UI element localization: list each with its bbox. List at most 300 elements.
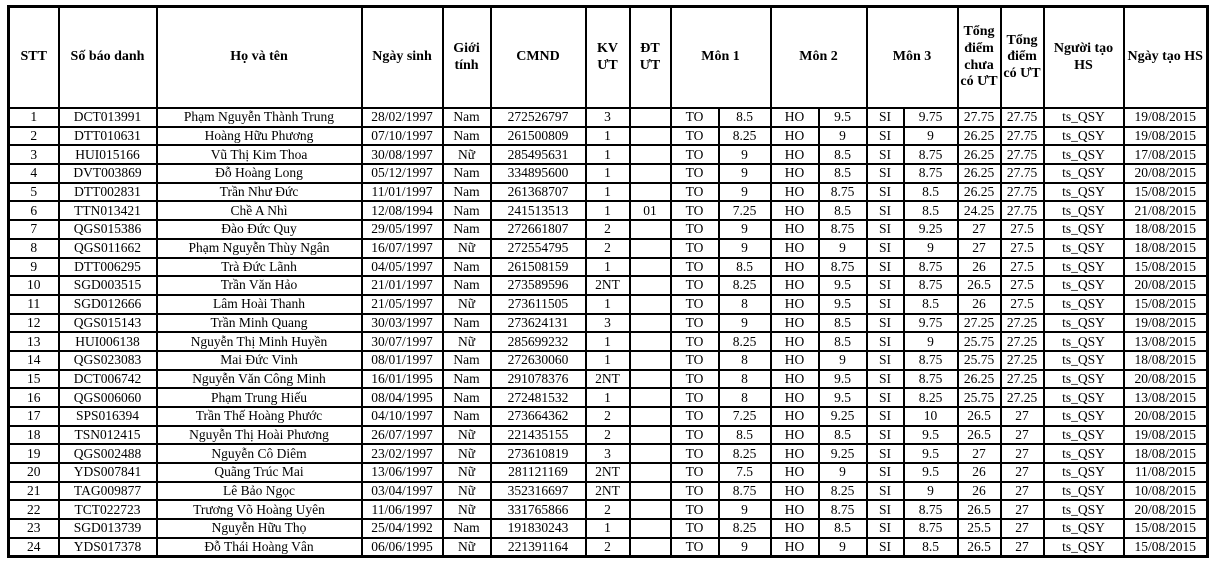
cell-stt: 4 <box>9 164 59 183</box>
cell-mon3-diem: 8.75 <box>904 276 958 295</box>
cell-mon1-diem: 8 <box>719 351 771 370</box>
cell-mon2-diem: 9.5 <box>819 388 867 407</box>
table-row <box>9 463 1208 482</box>
cell-kv-ut: 3 <box>586 444 630 463</box>
cell-gioi-tinh: Nam <box>443 127 491 146</box>
cell-so-bao-danh: DVT003869 <box>59 164 157 183</box>
cell-ngay-tao-hs: 15/08/2015 <box>1124 183 1208 202</box>
cell-mon1-ma: TO <box>671 258 719 277</box>
cell-ho-va-ten: Nguyễn Hữu Thọ <box>157 519 362 538</box>
col-header-dt-ut: ĐT ƯT <box>630 7 671 109</box>
cell-ho-va-ten: Trà Đức Lãnh <box>157 258 362 277</box>
cell-ngay-sinh: 16/07/1997 <box>362 239 443 258</box>
cell-mon2-diem: 9.5 <box>819 276 867 295</box>
cell-tong-diem-chua-ut: 24.25 <box>958 201 1001 220</box>
cell-stt: 22 <box>9 500 59 519</box>
cell-kv-ut: 2 <box>586 500 630 519</box>
cell-mon2-ma: HO <box>771 388 819 407</box>
cell-ho-va-ten: Phạm Trung Hiếu <box>157 388 362 407</box>
cell-cmnd: 291078376 <box>491 370 586 389</box>
cell-tong-diem-co-ut: 27 <box>1001 463 1044 482</box>
cell-nguoi-tao-hs: ts_QSY <box>1044 295 1124 314</box>
cell-mon2-diem: 9 <box>819 538 867 557</box>
cell-kv-ut: 2NT <box>586 276 630 295</box>
cell-dt-ut <box>630 519 671 538</box>
col-header-tong-diem-chua-ut: Tổng điểm chưa có ƯT <box>958 7 1001 109</box>
cell-mon3-diem: 9 <box>904 482 958 501</box>
col-header-ngay-sinh: Ngày sinh <box>362 7 443 109</box>
cell-mon3-ma: SI <box>867 370 904 389</box>
cell-mon2-ma: HO <box>771 407 819 426</box>
table-row <box>9 444 1208 463</box>
cell-gioi-tinh: Nam <box>443 351 491 370</box>
cell-mon3-ma: SI <box>867 314 904 333</box>
cell-so-bao-danh: TAG009877 <box>59 482 157 501</box>
cell-nguoi-tao-hs: ts_QSY <box>1044 351 1124 370</box>
cell-mon2-ma: HO <box>771 239 819 258</box>
cell-kv-ut: 2NT <box>586 482 630 501</box>
cell-tong-diem-chua-ut: 26 <box>958 295 1001 314</box>
cell-mon1-diem: 8.25 <box>719 332 771 351</box>
cell-nguoi-tao-hs: ts_QSY <box>1044 239 1124 258</box>
cell-mon1-diem: 9 <box>719 220 771 239</box>
cell-mon2-diem: 8.75 <box>819 220 867 239</box>
cell-stt: 20 <box>9 463 59 482</box>
cell-tong-diem-co-ut: 27.5 <box>1001 239 1044 258</box>
cell-so-bao-danh: SGD012666 <box>59 295 157 314</box>
col-header-so-bao-danh: Số báo danh <box>59 7 157 109</box>
cell-mon1-ma: TO <box>671 108 719 127</box>
cell-tong-diem-chua-ut: 26.5 <box>958 407 1001 426</box>
cell-tong-diem-co-ut: 27.75 <box>1001 201 1044 220</box>
cell-so-bao-danh: SPS016394 <box>59 407 157 426</box>
cell-mon2-diem: 9 <box>819 351 867 370</box>
table-header <box>9 7 1208 109</box>
cell-mon2-diem: 8.25 <box>819 482 867 501</box>
cell-mon3-diem: 8.75 <box>904 519 958 538</box>
cell-tong-diem-chua-ut: 26 <box>958 482 1001 501</box>
cell-ngay-sinh: 21/01/1997 <box>362 276 443 295</box>
cell-ngay-sinh: 25/04/1992 <box>362 519 443 538</box>
cell-ngay-sinh: 29/05/1997 <box>362 220 443 239</box>
cell-cmnd: 261508159 <box>491 258 586 277</box>
cell-nguoi-tao-hs: ts_QSY <box>1044 370 1124 389</box>
cell-mon1-ma: TO <box>671 463 719 482</box>
cell-so-bao-danh: HUI006138 <box>59 332 157 351</box>
cell-mon3-ma: SI <box>867 201 904 220</box>
cell-tong-diem-chua-ut: 25.75 <box>958 332 1001 351</box>
cell-ho-va-ten: Trương Võ Hoàng Uyên <box>157 500 362 519</box>
cell-gioi-tinh: Nam <box>443 164 491 183</box>
cell-cmnd: 273624131 <box>491 314 586 333</box>
cell-ngay-sinh: 06/06/1995 <box>362 538 443 557</box>
cell-ngay-tao-hs: 13/08/2015 <box>1124 332 1208 351</box>
table-row <box>9 370 1208 389</box>
col-header-stt: STT <box>9 7 59 109</box>
cell-ngay-tao-hs: 13/08/2015 <box>1124 388 1208 407</box>
cell-mon2-ma: HO <box>771 351 819 370</box>
cell-gioi-tinh: Nữ <box>443 239 491 258</box>
cell-ngay-sinh: 04/10/1997 <box>362 407 443 426</box>
cell-mon1-ma: TO <box>671 426 719 445</box>
cell-cmnd: 331765866 <box>491 500 586 519</box>
cell-tong-diem-chua-ut: 27 <box>958 239 1001 258</box>
cell-so-bao-danh: DTT002831 <box>59 183 157 202</box>
cell-mon2-diem: 9 <box>819 463 867 482</box>
cell-so-bao-danh: DCT006742 <box>59 370 157 389</box>
cell-nguoi-tao-hs: ts_QSY <box>1044 444 1124 463</box>
cell-dt-ut <box>630 220 671 239</box>
cell-mon2-ma: HO <box>771 164 819 183</box>
cell-dt-ut <box>630 444 671 463</box>
cell-mon3-diem: 10 <box>904 407 958 426</box>
cell-kv-ut: 2NT <box>586 370 630 389</box>
cell-kv-ut: 1 <box>586 332 630 351</box>
table-row <box>9 538 1208 557</box>
cell-mon3-diem: 9 <box>904 127 958 146</box>
cell-ngay-tao-hs: 15/08/2015 <box>1124 258 1208 277</box>
cell-ho-va-ten: Trần Thế Hoàng Phước <box>157 407 362 426</box>
cell-ho-va-ten: Đào Đức Quy <box>157 220 362 239</box>
cell-kv-ut: 1 <box>586 201 630 220</box>
cell-so-bao-danh: QGS015143 <box>59 314 157 333</box>
cell-kv-ut: 1 <box>586 127 630 146</box>
cell-mon1-ma: TO <box>671 407 719 426</box>
cell-tong-diem-chua-ut: 27.75 <box>958 108 1001 127</box>
cell-ngay-tao-hs: 20/08/2015 <box>1124 500 1208 519</box>
cell-so-bao-danh: QGS011662 <box>59 239 157 258</box>
cell-ho-va-ten: Trần Văn Hảo <box>157 276 362 295</box>
col-header-tong-diem-co-ut: Tổng điểm có ƯT <box>1001 7 1044 109</box>
cell-ngay-tao-hs: 15/08/2015 <box>1124 519 1208 538</box>
cell-dt-ut <box>630 482 671 501</box>
cell-dt-ut <box>630 276 671 295</box>
col-header-ngay-tao-hs: Ngày tạo HS <box>1124 7 1208 109</box>
cell-mon2-diem: 9 <box>819 239 867 258</box>
cell-mon1-ma: TO <box>671 183 719 202</box>
cell-ngay-tao-hs: 20/08/2015 <box>1124 370 1208 389</box>
cell-mon3-diem: 9.75 <box>904 314 958 333</box>
cell-mon1-ma: TO <box>671 220 719 239</box>
cell-mon2-ma: HO <box>771 426 819 445</box>
cell-dt-ut <box>630 500 671 519</box>
cell-gioi-tinh: Nam <box>443 183 491 202</box>
cell-mon1-diem: 8.25 <box>719 444 771 463</box>
cell-nguoi-tao-hs: ts_QSY <box>1044 426 1124 445</box>
cell-nguoi-tao-hs: ts_QSY <box>1044 332 1124 351</box>
cell-ngay-tao-hs: 19/08/2015 <box>1124 426 1208 445</box>
cell-ngay-sinh: 11/01/1997 <box>362 183 443 202</box>
cell-so-bao-danh: DTT010631 <box>59 127 157 146</box>
cell-ngay-sinh: 13/06/1997 <box>362 463 443 482</box>
table-row <box>9 295 1208 314</box>
cell-mon2-ma: HO <box>771 370 819 389</box>
cell-mon1-diem: 8 <box>719 295 771 314</box>
cell-mon1-ma: TO <box>671 351 719 370</box>
table-row <box>9 482 1208 501</box>
cell-tong-diem-co-ut: 27 <box>1001 407 1044 426</box>
cell-tong-diem-co-ut: 27 <box>1001 426 1044 445</box>
cell-so-bao-danh: DCT013991 <box>59 108 157 127</box>
cell-mon2-diem: 8.5 <box>819 164 867 183</box>
cell-mon3-diem: 9.5 <box>904 463 958 482</box>
table-row <box>9 351 1208 370</box>
cell-mon2-ma: HO <box>771 258 819 277</box>
cell-ngay-sinh: 26/07/1997 <box>362 426 443 445</box>
cell-cmnd: 272481532 <box>491 388 586 407</box>
cell-tong-diem-chua-ut: 27.25 <box>958 314 1001 333</box>
cell-mon3-ma: SI <box>867 332 904 351</box>
cell-mon3-ma: SI <box>867 426 904 445</box>
cell-mon1-ma: TO <box>671 164 719 183</box>
cell-nguoi-tao-hs: ts_QSY <box>1044 314 1124 333</box>
cell-cmnd: 272554795 <box>491 239 586 258</box>
cell-mon2-ma: HO <box>771 463 819 482</box>
cell-mon2-ma: HO <box>771 276 819 295</box>
cell-mon2-diem: 8.5 <box>819 314 867 333</box>
cell-ho-va-ten: Đỗ Hoàng Long <box>157 164 362 183</box>
cell-ngay-sinh: 30/07/1997 <box>362 332 443 351</box>
cell-mon1-diem: 9 <box>719 314 771 333</box>
cell-mon3-diem: 9.75 <box>904 108 958 127</box>
cell-tong-diem-chua-ut: 26.5 <box>958 500 1001 519</box>
cell-mon1-ma: TO <box>671 388 719 407</box>
cell-mon3-ma: SI <box>867 444 904 463</box>
cell-tong-diem-chua-ut: 26 <box>958 463 1001 482</box>
cell-kv-ut: 2 <box>586 220 630 239</box>
cell-so-bao-danh: QGS015386 <box>59 220 157 239</box>
cell-mon3-diem: 8.75 <box>904 370 958 389</box>
cell-cmnd: 285699232 <box>491 332 586 351</box>
col-header-kv-ut: KV ƯT <box>586 7 630 109</box>
cell-ngay-sinh: 16/01/1995 <box>362 370 443 389</box>
cell-dt-ut: 01 <box>630 201 671 220</box>
cell-mon1-ma: TO <box>671 201 719 220</box>
cell-ngay-tao-hs: 18/08/2015 <box>1124 444 1208 463</box>
cell-tong-diem-co-ut: 27.5 <box>1001 220 1044 239</box>
cell-mon2-diem: 8.5 <box>819 519 867 538</box>
cell-tong-diem-co-ut: 27 <box>1001 519 1044 538</box>
cell-ngay-tao-hs: 20/08/2015 <box>1124 164 1208 183</box>
cell-ngay-tao-hs: 18/08/2015 <box>1124 351 1208 370</box>
table-row <box>9 388 1208 407</box>
table-row <box>9 127 1208 146</box>
cell-stt: 3 <box>9 145 59 164</box>
cell-ngay-tao-hs: 15/08/2015 <box>1124 295 1208 314</box>
table-body <box>9 108 1208 557</box>
cell-mon2-ma: HO <box>771 482 819 501</box>
cell-tong-diem-chua-ut: 26.25 <box>958 183 1001 202</box>
cell-so-bao-danh: TTN013421 <box>59 201 157 220</box>
cell-kv-ut: 1 <box>586 258 630 277</box>
table-row <box>9 201 1208 220</box>
cell-ngay-tao-hs: 19/08/2015 <box>1124 108 1208 127</box>
cell-nguoi-tao-hs: ts_QSY <box>1044 407 1124 426</box>
cell-stt: 23 <box>9 519 59 538</box>
cell-so-bao-danh: TSN012415 <box>59 426 157 445</box>
cell-ngay-sinh: 30/08/1997 <box>362 145 443 164</box>
cell-mon1-ma: TO <box>671 538 719 557</box>
table-row <box>9 500 1208 519</box>
cell-mon1-diem: 8.25 <box>719 519 771 538</box>
cell-mon2-ma: HO <box>771 314 819 333</box>
cell-mon1-diem: 9 <box>719 239 771 258</box>
table-row <box>9 220 1208 239</box>
cell-mon2-diem: 8.5 <box>819 201 867 220</box>
cell-mon1-ma: TO <box>671 482 719 501</box>
cell-cmnd: 281121169 <box>491 463 586 482</box>
cell-mon2-diem: 9.25 <box>819 407 867 426</box>
cell-mon1-diem: 9 <box>719 183 771 202</box>
cell-mon1-diem: 8.5 <box>719 426 771 445</box>
cell-stt: 18 <box>9 426 59 445</box>
cell-stt: 21 <box>9 482 59 501</box>
cell-ngay-sinh: 30/03/1997 <box>362 314 443 333</box>
cell-mon2-diem: 9.25 <box>819 444 867 463</box>
cell-so-bao-danh: QGS023083 <box>59 351 157 370</box>
cell-mon3-diem: 9 <box>904 239 958 258</box>
cell-gioi-tinh: Nữ <box>443 145 491 164</box>
cell-mon1-diem: 7.25 <box>719 201 771 220</box>
col-header-ho-va-ten: Họ và tên <box>157 7 362 109</box>
cell-gioi-tinh: Nam <box>443 201 491 220</box>
table-row <box>9 426 1208 445</box>
cell-tong-diem-co-ut: 27.75 <box>1001 108 1044 127</box>
table-row <box>9 276 1208 295</box>
col-header-cmnd: CMND <box>491 7 586 109</box>
cell-tong-diem-chua-ut: 26.25 <box>958 127 1001 146</box>
cell-so-bao-danh: YDS017378 <box>59 538 157 557</box>
table-row <box>9 108 1208 127</box>
cell-mon1-diem: 8.5 <box>719 108 771 127</box>
cell-stt: 6 <box>9 201 59 220</box>
cell-stt: 19 <box>9 444 59 463</box>
cell-ngay-sinh: 28/02/1997 <box>362 108 443 127</box>
cell-ho-va-ten: Phạm Nguyễn Thành Trung <box>157 108 362 127</box>
cell-gioi-tinh: Nam <box>443 370 491 389</box>
cell-dt-ut <box>630 183 671 202</box>
cell-mon3-diem: 9.5 <box>904 426 958 445</box>
cell-ngay-sinh: 03/04/1997 <box>362 482 443 501</box>
cell-mon1-ma: TO <box>671 332 719 351</box>
cell-tong-diem-co-ut: 27 <box>1001 444 1044 463</box>
cell-nguoi-tao-hs: ts_QSY <box>1044 145 1124 164</box>
cell-ngay-tao-hs: 19/08/2015 <box>1124 314 1208 333</box>
cell-tong-diem-co-ut: 27.5 <box>1001 258 1044 277</box>
cell-stt: 5 <box>9 183 59 202</box>
cell-kv-ut: 1 <box>586 388 630 407</box>
cell-cmnd: 272661807 <box>491 220 586 239</box>
cell-nguoi-tao-hs: ts_QSY <box>1044 538 1124 557</box>
cell-ho-va-ten: Vũ Thị Kim Thoa <box>157 145 362 164</box>
cell-tong-diem-chua-ut: 25.75 <box>958 388 1001 407</box>
cell-tong-diem-co-ut: 27.25 <box>1001 332 1044 351</box>
table-row <box>9 239 1208 258</box>
cell-kv-ut: 3 <box>586 314 630 333</box>
cell-stt: 13 <box>9 332 59 351</box>
cell-nguoi-tao-hs: ts_QSY <box>1044 220 1124 239</box>
cell-mon1-diem: 9 <box>719 164 771 183</box>
cell-tong-diem-chua-ut: 25.5 <box>958 519 1001 538</box>
cell-mon2-ma: HO <box>771 295 819 314</box>
cell-kv-ut: 1 <box>586 295 630 314</box>
cell-mon1-ma: TO <box>671 276 719 295</box>
cell-mon2-ma: HO <box>771 500 819 519</box>
cell-tong-diem-co-ut: 27.75 <box>1001 164 1044 183</box>
cell-gioi-tinh: Nam <box>443 388 491 407</box>
cell-nguoi-tao-hs: ts_QSY <box>1044 482 1124 501</box>
cell-nguoi-tao-hs: ts_QSY <box>1044 108 1124 127</box>
cell-mon3-ma: SI <box>867 145 904 164</box>
cell-cmnd: 273664362 <box>491 407 586 426</box>
cell-mon3-ma: SI <box>867 351 904 370</box>
cell-gioi-tinh: Nam <box>443 519 491 538</box>
cell-tong-diem-chua-ut: 27 <box>958 220 1001 239</box>
cell-ngay-sinh: 21/05/1997 <box>362 295 443 314</box>
cell-stt: 10 <box>9 276 59 295</box>
cell-gioi-tinh: Nữ <box>443 538 491 557</box>
cell-stt: 16 <box>9 388 59 407</box>
cell-mon3-ma: SI <box>867 407 904 426</box>
cell-mon2-diem: 9.5 <box>819 295 867 314</box>
cell-nguoi-tao-hs: ts_QSY <box>1044 388 1124 407</box>
cell-ho-va-ten: Hoàng Hữu Phương <box>157 127 362 146</box>
cell-so-bao-danh: YDS007841 <box>59 463 157 482</box>
cell-kv-ut: 2 <box>586 538 630 557</box>
cell-mon1-diem: 7.25 <box>719 407 771 426</box>
cell-tong-diem-chua-ut: 26.5 <box>958 538 1001 557</box>
cell-mon3-ma: SI <box>867 295 904 314</box>
cell-mon3-diem: 8.75 <box>904 500 958 519</box>
cell-mon3-diem: 8.5 <box>904 183 958 202</box>
cell-ngay-tao-hs: 11/08/2015 <box>1124 463 1208 482</box>
cell-mon1-ma: TO <box>671 370 719 389</box>
cell-cmnd: 221435155 <box>491 426 586 445</box>
cell-kv-ut: 2 <box>586 407 630 426</box>
cell-nguoi-tao-hs: ts_QSY <box>1044 258 1124 277</box>
cell-tong-diem-co-ut: 27 <box>1001 538 1044 557</box>
cell-nguoi-tao-hs: ts_QSY <box>1044 183 1124 202</box>
cell-tong-diem-co-ut: 27.25 <box>1001 314 1044 333</box>
cell-mon2-diem: 9 <box>819 127 867 146</box>
cell-dt-ut <box>630 239 671 258</box>
cell-mon2-diem: 8.5 <box>819 332 867 351</box>
cell-mon3-ma: SI <box>867 239 904 258</box>
cell-ngay-sinh: 04/05/1997 <box>362 258 443 277</box>
cell-nguoi-tao-hs: ts_QSY <box>1044 164 1124 183</box>
cell-ngay-tao-hs: 10/08/2015 <box>1124 482 1208 501</box>
cell-kv-ut: 1 <box>586 351 630 370</box>
col-header-mon3: Môn 3 <box>867 7 958 109</box>
cell-tong-diem-co-ut: 27 <box>1001 500 1044 519</box>
cell-ho-va-ten: Nguyễn Thị Hoài Phương <box>157 426 362 445</box>
cell-mon1-diem: 8.75 <box>719 482 771 501</box>
cell-mon2-ma: HO <box>771 332 819 351</box>
cell-stt: 11 <box>9 295 59 314</box>
cell-nguoi-tao-hs: ts_QSY <box>1044 500 1124 519</box>
cell-nguoi-tao-hs: ts_QSY <box>1044 463 1124 482</box>
cell-tong-diem-co-ut: 27.75 <box>1001 183 1044 202</box>
cell-so-bao-danh: QGS002488 <box>59 444 157 463</box>
cell-ngay-tao-hs: 19/08/2015 <box>1124 127 1208 146</box>
cell-mon3-diem: 8.5 <box>904 538 958 557</box>
table-row <box>9 332 1208 351</box>
cell-tong-diem-chua-ut: 26.5 <box>958 426 1001 445</box>
table-row <box>9 164 1208 183</box>
table-row <box>9 519 1208 538</box>
cell-mon3-ma: SI <box>867 183 904 202</box>
cell-mon3-diem: 8.5 <box>904 295 958 314</box>
